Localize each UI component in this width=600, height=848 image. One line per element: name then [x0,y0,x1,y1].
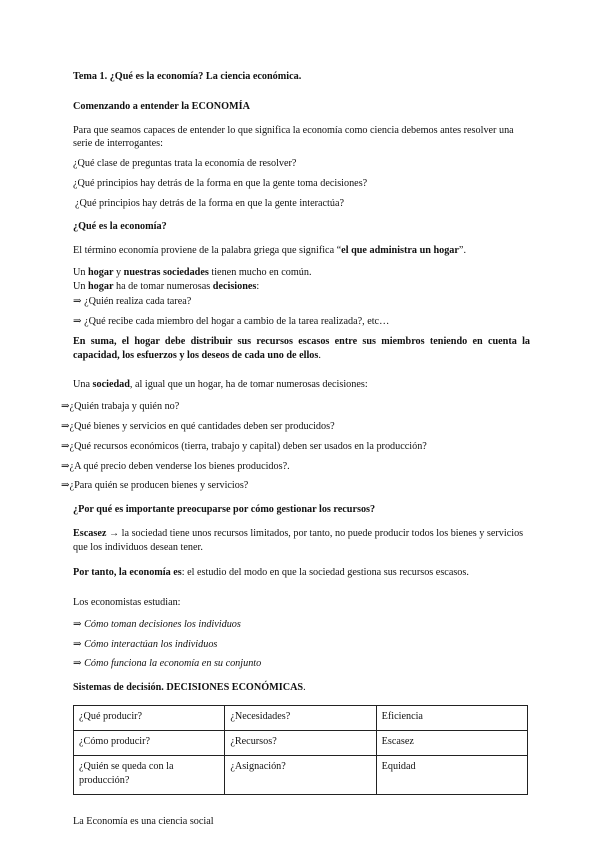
economia-definition: Por tanto, la economía es: el estudio del modo en que la sociedad gestiona sus recursos escasos. [73,567,469,579]
hogar-sociedad-line: Un hogar y nuestras sociedades tienen mucho en común. [73,266,312,278]
document-title: Tema 1. ¿Qué es la economía? La ciencia económica. [73,71,302,82]
economistas-intro: Los economistas estudian: [73,597,181,609]
table-cell: ¿Recursos? [225,730,376,755]
arrow-icon: ⇒ [61,460,70,472]
sociedad-list-item: ⇒¿Qué bienes y servicios en qué cantidades deben ser producidos? [61,421,335,433]
arrow-icon: ⇒ [61,440,70,452]
table-cell: ¿Asignación? [225,755,376,794]
table-cell: ¿Quién se queda con la producción? [74,755,225,794]
question-item: ¿Qué clase de preguntas trata la economía de resolver? [73,158,297,170]
table-cell: Equidad [376,755,527,794]
table-cell: ¿Necesidades? [225,705,376,730]
sociedad-list-item: ⇒¿Para quién se producen bienes y servicios? [61,480,249,492]
table-row [74,755,528,794]
arrow-icon: ⇒ [73,618,82,630]
economistas-list-item: ⇒ Cómo toman decisiones los individuos [73,618,241,630]
hogar-list-item: ⇒ ¿Quién realiza cada tarea? [73,296,192,308]
table-cell: Eficiencia [376,705,527,730]
hogar-decisiones-line: Un hogar ha de tomar numerosas decisiones: [73,280,260,292]
arrow-icon: ⇒ [61,401,70,413]
footer-note: La Economía es una ciencia social [73,815,214,827]
arrow-icon: ⇒ [73,296,82,308]
table-cell: ¿Cómo producir? [74,730,225,755]
section-heading-que-es: ¿Qué es la economía? [73,221,167,233]
intro-paragraph: Para que seamos capaces de entender lo que significa la economía como ciencia debemos antes resolver una serie de interrogantes: [73,124,514,150]
table-row [74,730,528,755]
decisiones-table [73,705,528,795]
summary-paragraph: En suma, el hogar debe distribuir sus recursos escasos entre sus miembros teniendo en cuenta la capacidad, los esfuerzos y los deseos de cada uno de ellos. [73,335,530,361]
table-row [74,705,528,730]
arrow-icon: ⇒ [61,480,70,492]
question-item: ¿Qué principios hay detrás de la forma en que la gente interactúa? [75,197,344,209]
economistas-list-item: ⇒ Cómo funciona la economía en su conjunto [73,658,262,670]
economistas-list-item: ⇒ Cómo interactúan los individuos [73,638,218,650]
escasez-paragraph: Escasez → la sociedad tiene unos recursos limitados, por tanto, no puede producir todos los bienes y servicios que los individuos desean tener. [73,527,524,553]
document-page [61,70,530,829]
arrow-icon: ⇒ [73,316,82,328]
section-heading-comenzando: Comenzando a entender la ECONOMÍA [73,100,250,112]
sociedad-line: Una sociedad, al igual que un hogar, ha de tomar numerosas decisiones: [73,379,368,391]
arrow-icon: ⇒ [61,421,70,433]
definition-paragraph: El término economía proviene de la palabra griega que significa “el que administra un hogar”. [73,245,466,257]
question-item: ¿Qué principios hay detrás de la forma en que la gente toma decisiones? [73,177,368,189]
sociedad-list-item: ⇒¿A qué precio deben venderse los bienes producidos?. [61,460,290,472]
hogar-list-item: ⇒ ¿Qué recibe cada miembro del hogar a cambio de la tarea realizada?, etc… [73,316,390,328]
arrow-icon: ⇒ [73,658,82,670]
sociedad-list-item: ⇒¿Qué recursos económicos (tierra, trabajo y capital) deben ser usados en la producción? [61,440,427,452]
arrow-icon: ⇒ [73,638,82,650]
table-cell: ¿Qué producir? [74,705,225,730]
section-heading-por-que: ¿Por qué es importante preocuparse por cómo gestionar los recursos? [73,504,376,516]
sociedad-list-item: ⇒¿Quién trabaja y quién no? [61,401,180,413]
section-heading-sistemas: Sistemas de decisión. DECISIONES ECONÓMICAS. [73,682,306,694]
table-cell: Escasez [376,730,527,755]
